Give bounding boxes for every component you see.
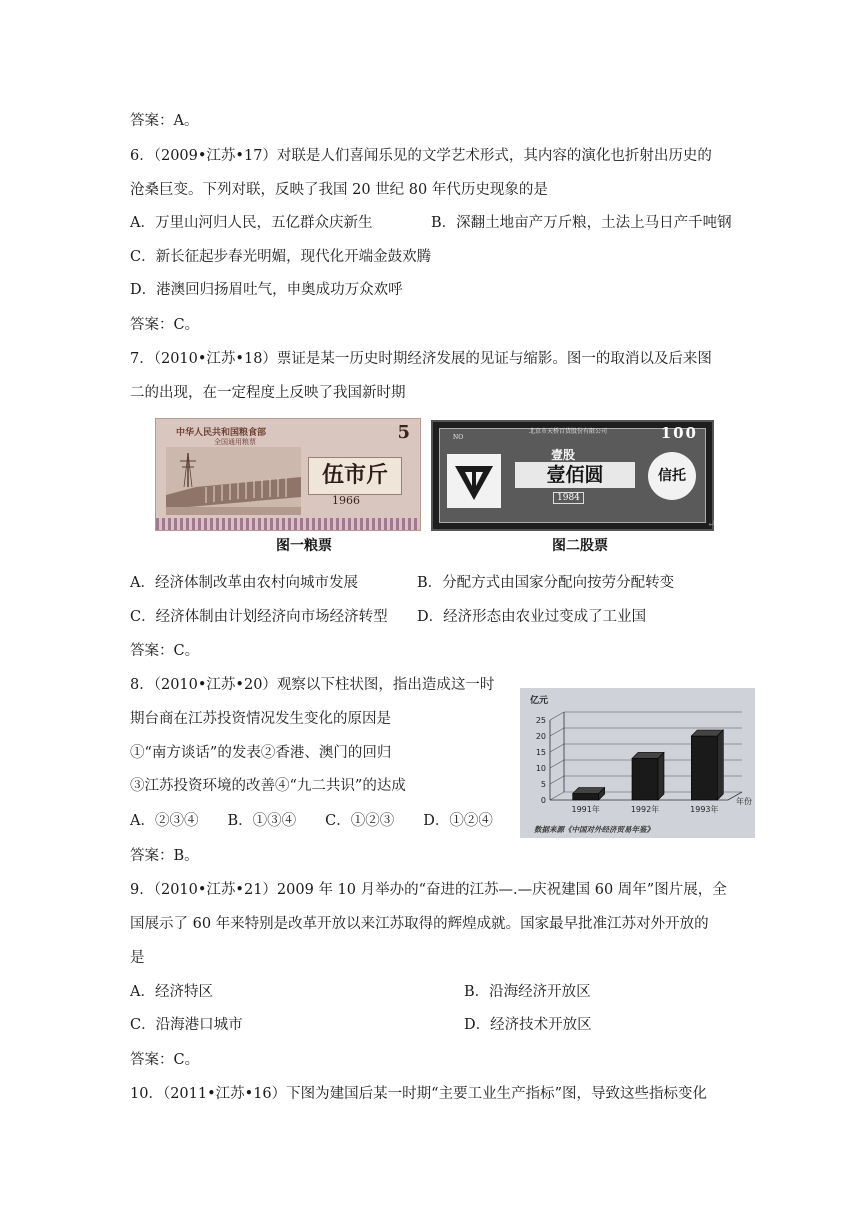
question-9-option-d: D．经济技术开放区 <box>464 1017 592 1033</box>
stock-year: 1984 <box>553 492 584 504</box>
question-6-stem-cont: 沧桑巨变。下列对联，反映了我国 20 世纪 80 年代历史现象的是 <box>130 182 548 198</box>
answer-8: 答案：B。 <box>130 848 199 864</box>
ticket-year: 1966 <box>332 494 360 507</box>
chart-y-tick-label: 0 <box>540 796 546 805</box>
ticket-number: 5 <box>397 422 410 443</box>
stock-header: 北京市天桥百货股份有限公司 <box>529 428 608 435</box>
question-8-stem: 8．（2010•江苏•20）观察以下柱状图，指出造成这一时 <box>130 677 495 693</box>
question-6-option-d: D．港澳回归扬眉吐气，申奥成功万众欢呼 <box>130 282 403 298</box>
chart-y-tick-label: 5 <box>540 780 546 789</box>
ticket-subheader: 全国通用粮票 <box>214 438 256 446</box>
chart-y-tick-label: 20 <box>535 732 546 741</box>
chart-x-unit-truncated: 年份 <box>736 797 752 806</box>
question-9-option-c: C．沿海港口城市 <box>130 1017 243 1033</box>
question-7-stem: 7．（2010•江苏•18）票证是某一历史时期经济发展的见证与缩影。图一的取消以及后来图 <box>130 351 712 367</box>
question-7-option-c: C．经济体制由计划经济向市场经济转型 <box>130 609 388 625</box>
chart-category-label: 1991年 <box>571 805 600 814</box>
chart-category-label: 1992年 <box>630 805 660 814</box>
question-8-statements-1: ①“南方谈话”的发表②香港、澳门的回归 <box>130 745 392 761</box>
question-9-stem: 9．（2010•江苏•21）2009 年 10 月举办的“奋进的江苏—.—庆祝建国 60 周年”图片展，全 <box>130 882 727 898</box>
chart-bar <box>573 788 605 800</box>
stock-serial: NO <box>453 434 464 441</box>
question-7-option-b: B．分配方式由国家分配向按劳分配转变 <box>417 575 675 591</box>
chart-bar-front <box>691 736 717 800</box>
chart-bar-side <box>717 730 723 800</box>
stock-certificate-image <box>431 420 714 531</box>
chart-bar-side <box>658 752 664 800</box>
chart-gridline <box>550 712 742 720</box>
question-9-option-b: B．沿海经济开放区 <box>464 984 591 1000</box>
question-9-stem-cont: 国展示了 60 年来特别是改革开放以来江苏取得的辉煌成就。国家最早批准江苏对外开放的 <box>130 916 709 932</box>
figure-2-return-mark: ↵ <box>707 519 716 530</box>
ticket-header: 中华人民共和国粮食部 <box>176 428 267 438</box>
chart-bar <box>632 752 664 800</box>
stock-number: 100 <box>660 424 698 442</box>
question-8-options: A．②③④ B．①③④ C．①②③ D．①②④ <box>130 813 493 829</box>
question-10-stem: 10．（2011•江苏•16）下图为建国后某一时期“主要工业生产指标”图，导致这些指标变化 <box>130 1086 707 1102</box>
question-9-option-a: A．经济特区 <box>130 984 213 1000</box>
question-8-statements-2: ③江苏投资环境的改善④“九二共识”的达成 <box>130 778 406 794</box>
question-7-option-d: D．经济形态由农业过变成了工业国 <box>417 609 647 625</box>
question-6-option-c: C．新长征起步春光明媚，现代化开端金鼓欢腾 <box>130 249 432 265</box>
chart-source-note: 数据来源《中国对外经济贸易年鉴》 <box>534 825 654 834</box>
ticket-amount: 伍市斤 <box>308 457 402 495</box>
chart-y-tick-label: 25 <box>535 716 546 725</box>
answer-5: 答案：A。 <box>130 113 199 129</box>
chart-y-unit: 亿元 <box>530 696 549 706</box>
stock-company-logo <box>447 454 501 508</box>
grain-ration-ticket-image <box>155 418 421 531</box>
question-8-stem-cont: 期台商在江苏投资情况发生变化的原因是 <box>130 711 391 727</box>
figure-1-caption: 图一粮票 <box>276 538 332 554</box>
bar-chart-svg <box>520 688 755 838</box>
stock-share-label: 壹股 <box>551 448 576 462</box>
chart-y-tick-label: 15 <box>535 748 546 757</box>
question-7-stem-cont: 二的出现，在一定程度上反映了我国新时期 <box>130 385 406 401</box>
dam-scene-illustration <box>166 447 301 515</box>
chart-bar-front <box>573 794 599 800</box>
stock-amount: 壹佰圆 <box>515 462 635 488</box>
answer-9: 答案：C。 <box>130 1052 200 1068</box>
chart-category-label: 1993年 <box>690 805 719 814</box>
question-7-option-a: A．经济体制改革由农村向城市发展 <box>130 575 358 591</box>
chart-bar <box>691 730 723 800</box>
question-9-stem-end: 是 <box>130 950 145 966</box>
answer-6: 答案：C。 <box>130 317 200 333</box>
chart-y-tick-label: 10 <box>535 764 546 773</box>
ticket-border-pattern <box>156 518 420 530</box>
taiwan-investment-bar-chart <box>520 688 755 838</box>
figure-2-caption: 图二股票 <box>552 538 608 554</box>
question-6-stem: 6．（2009•江苏•17）对联是人们喜闻乐见的文学艺术形式，其内容的演化也折射出历史的 <box>130 148 712 164</box>
question-6-option-b: B．深翻土地亩产万斤粮，土法上马日产千吨钢 <box>431 215 732 231</box>
chart-bar-front <box>632 758 658 800</box>
stock-seal: 信托 <box>648 452 696 500</box>
question-6-option-a: A．万里山河归人民，五亿群众庆新生 <box>130 215 373 231</box>
answer-7: 答案：C。 <box>130 643 200 659</box>
